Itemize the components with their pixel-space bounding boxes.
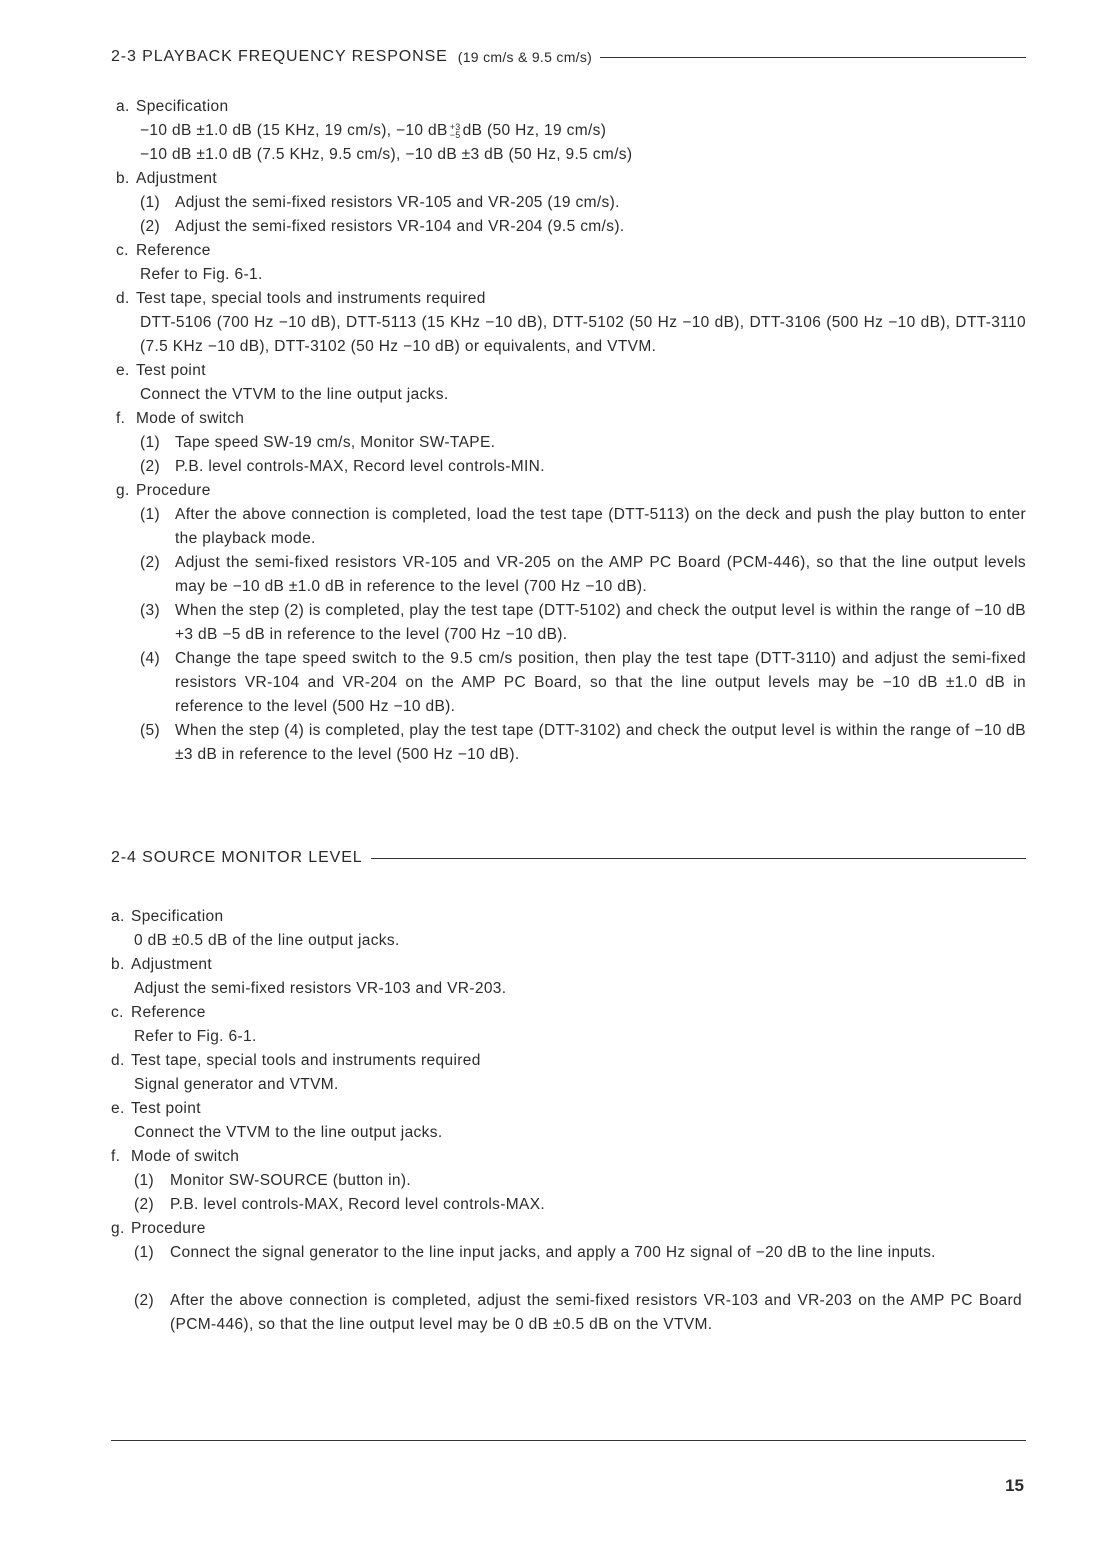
section-2-4-heading bbox=[111, 849, 1026, 867]
s24-e-text: Connect the VTVM to the line output jacks. bbox=[134, 1124, 443, 1141]
s23-d-label: d. bbox=[116, 290, 130, 307]
s24-g1-text: Connect the signal generator to the line input jacks, and apply a 700 Hz signal of −20 dB to the line inputs. bbox=[170, 1244, 936, 1261]
s24-c bbox=[111, 1001, 206, 1025]
s24-g1-num: (1) bbox=[134, 1244, 154, 1261]
s24-e-label: e. bbox=[111, 1100, 125, 1117]
s23-d-text: DTT-5106 (700 Hz −10 dB), DTT-5113 (15 KHz −10 dB), DTT-5102 (50 Hz −10 dB), DTT-3106 (500 Hz −10 dB), DTT-3110 (7.5 KHz −10 dB), DTT-3102 (50 Hz −10 dB) or equivalents, and VTVM. bbox=[140, 314, 1026, 355]
s23-f bbox=[116, 407, 244, 431]
s24-f1-text: Monitor SW-SOURCE (button in). bbox=[170, 1172, 412, 1189]
s23-e bbox=[116, 359, 206, 383]
s24-e-title: Test point bbox=[131, 1100, 201, 1117]
s23-g5-num: (5) bbox=[140, 722, 160, 739]
s23-b bbox=[116, 167, 217, 191]
s23-a-label: a. bbox=[116, 98, 130, 115]
s23-f1-text: Tape speed SW-19 cm/s, Monitor SW-TAPE. bbox=[175, 434, 496, 451]
s24-a-label: a. bbox=[111, 908, 125, 925]
s23-c-text: Refer to Fig. 6-1. bbox=[140, 266, 263, 283]
s23-e-label: e. bbox=[116, 362, 130, 379]
s23-tol-bottom: −5 bbox=[449, 129, 461, 140]
s23-f-label: f. bbox=[116, 410, 126, 427]
s23-e-title: Test point bbox=[136, 362, 206, 379]
s24-g-label: g. bbox=[111, 1220, 125, 1237]
s24-a bbox=[111, 905, 223, 929]
s23-g4-text: Change the tape speed switch to the 9.5 cm/s position, then play the test tape (DTT-3110) and adjust the semi-fixed resistors VR-104 and VR-204 on the AMP PC Board, so that the line output levels may be −10 dB ±1.0 dB in reference to the level (500 Hz −10 dB). bbox=[175, 650, 1026, 715]
s23-e-text: Connect the VTVM to the line output jacks. bbox=[140, 386, 449, 403]
s23-f2-text: P.B. level controls-MAX, Record level controls-MIN. bbox=[175, 458, 545, 475]
s23-a-line2: −10 dB ±1.0 dB (7.5 KHz, 9.5 cm/s), −10 dB ±3 dB (50 Hz, 9.5 cm/s) bbox=[140, 146, 633, 163]
s24-a-text: 0 dB ±0.5 dB of the line output jacks. bbox=[134, 932, 400, 949]
s24-d-text: Signal generator and VTVM. bbox=[134, 1076, 339, 1093]
s23-a-line1-post: dB (50 Hz, 19 cm/s) bbox=[462, 122, 607, 139]
s24-f-label: f. bbox=[111, 1148, 121, 1165]
section-2-3-rule bbox=[600, 57, 1026, 58]
s23-g5-text: When the step (4) is completed, play the test tape (DTT-3102) and check the output level is within the range of −10 dB ±3 dB in reference to the level (500 Hz −10 dB). bbox=[175, 722, 1026, 763]
s23-g-title: Procedure bbox=[136, 482, 211, 499]
s24-b-title: Adjustment bbox=[131, 956, 213, 973]
s23-g4-num: (4) bbox=[140, 650, 160, 667]
s24-b-text: Adjust the semi-fixed resistors VR-103 and VR-203. bbox=[134, 980, 507, 997]
s24-d bbox=[111, 1049, 481, 1073]
footer-rule bbox=[111, 1440, 1026, 1441]
s23-b-label: b. bbox=[116, 170, 130, 187]
s23-f1-num: (1) bbox=[140, 434, 160, 451]
s24-g2-text: After the above connection is completed, adjust the semi-fixed resistors VR-103 and VR-203 on the AMP PC Board (PCM-446), so that the line output level may be 0 dB ±0.5 dB on the VTVM. bbox=[170, 1292, 1022, 1333]
s23-b1-num: (1) bbox=[140, 194, 160, 211]
s24-d-label: d. bbox=[111, 1052, 125, 1069]
s23-tol-top: +3 bbox=[449, 121, 461, 132]
s23-b1-text: Adjust the semi-fixed resistors VR-105 and VR-205 (19 cm/s). bbox=[175, 194, 620, 211]
s23-g3-num: (3) bbox=[140, 602, 160, 619]
s24-f1-num: (1) bbox=[134, 1172, 154, 1189]
section-2-3-heading bbox=[111, 48, 1026, 66]
page-number: 15 bbox=[1005, 1476, 1024, 1495]
s24-f bbox=[111, 1145, 239, 1169]
s23-f-title: Mode of switch bbox=[136, 410, 245, 427]
s24-f2-num: (2) bbox=[134, 1196, 154, 1213]
s23-a-line1 bbox=[140, 119, 606, 143]
section-2-3-subtitle: (19 cm/s & 9.5 cm/s) bbox=[457, 49, 593, 65]
section-2-4-rule bbox=[371, 858, 1026, 859]
s24-b bbox=[111, 953, 212, 977]
s24-f2-text: P.B. level controls-MAX, Record level controls-MAX. bbox=[170, 1196, 546, 1213]
s23-a-title: Specification bbox=[136, 98, 229, 115]
s23-g3-text: When the step (2) is completed, play the test tape (DTT-5102) and check the output level is within the range of −10 dB +3 dB −5 dB in reference to the level (700 Hz −10 dB). bbox=[175, 602, 1026, 643]
s23-d bbox=[116, 287, 486, 311]
s24-c-text: Refer to Fig. 6-1. bbox=[134, 1028, 257, 1045]
s24-c-title: Reference bbox=[131, 1004, 206, 1021]
s24-g-title: Procedure bbox=[131, 1220, 206, 1237]
s23-a-line1-pre: −10 dB ±1.0 dB (15 KHz, 19 cm/s), −10 dB bbox=[140, 122, 448, 139]
s23-g2-num: (2) bbox=[140, 554, 160, 571]
s23-c bbox=[116, 239, 211, 263]
s23-b-title: Adjustment bbox=[136, 170, 218, 187]
s23-b2-text: Adjust the semi-fixed resistors VR-104 and VR-204 (9.5 cm/s). bbox=[175, 218, 625, 235]
s24-g2-num: (2) bbox=[134, 1292, 154, 1309]
s24-d-title: Test tape, special tools and instruments required bbox=[131, 1052, 481, 1069]
s24-c-label: c. bbox=[111, 1004, 124, 1021]
s24-g bbox=[111, 1217, 206, 1241]
s24-f-title: Mode of switch bbox=[131, 1148, 240, 1165]
s23-a bbox=[116, 95, 228, 119]
s23-f2-num: (2) bbox=[140, 458, 160, 475]
s23-g-label: g. bbox=[116, 482, 130, 499]
s23-g2-text: Adjust the semi-fixed resistors VR-105 and VR-205 on the AMP PC Board (PCM-446), so that the line output levels may be −10 dB ±1.0 dB in reference to the level (700 Hz −10 dB). bbox=[175, 554, 1026, 595]
section-2-3-title: 2-3 PLAYBACK FREQUENCY RESPONSE bbox=[111, 48, 448, 65]
s23-d-title: Test tape, special tools and instruments required bbox=[136, 290, 486, 307]
s23-c-title: Reference bbox=[136, 242, 211, 259]
s24-e bbox=[111, 1097, 201, 1121]
s23-b2-num: (2) bbox=[140, 218, 160, 235]
s23-a-line1-tolerance bbox=[450, 123, 461, 139]
s24-b-label: b. bbox=[111, 956, 125, 973]
section-2-4-title: 2-4 SOURCE MONITOR LEVEL bbox=[111, 849, 363, 866]
s23-g1-num: (1) bbox=[140, 506, 160, 523]
s23-c-label: c. bbox=[116, 242, 129, 259]
s23-g1-text: After the above connection is completed, load the test tape (DTT-5113) on the deck and push the play button to enter the playback mode. bbox=[175, 506, 1026, 547]
s23-g bbox=[116, 479, 211, 503]
s24-a-title: Specification bbox=[131, 908, 224, 925]
